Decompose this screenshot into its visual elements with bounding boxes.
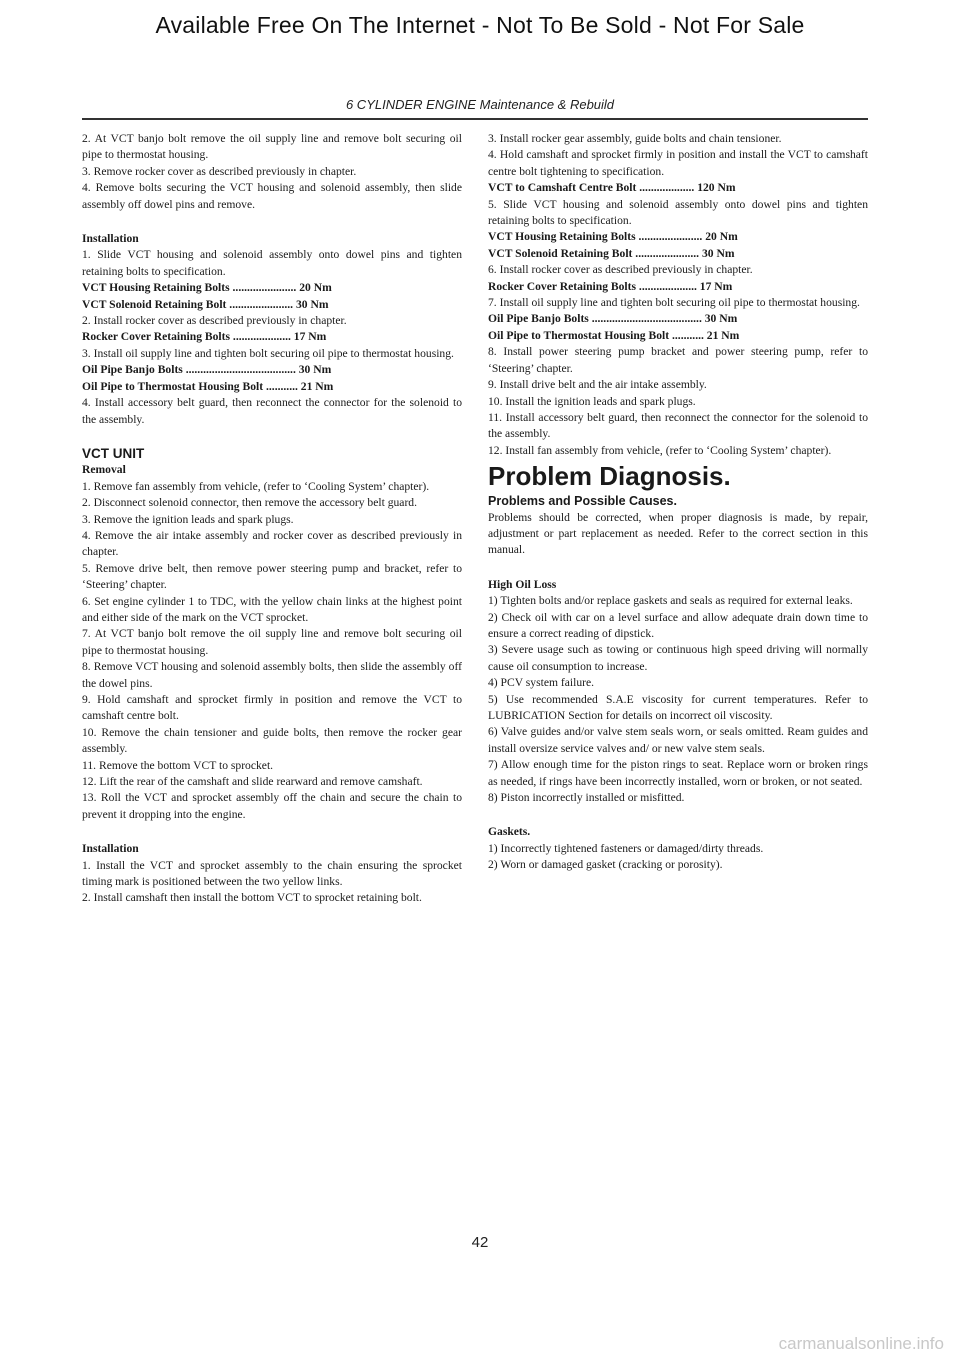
high-oil-loss-list — [488, 593, 868, 806]
step: 5. Slide VCT housing and solenoid assembly onto dowel pins and tighten retaining bolts to specification. — [488, 197, 868, 228]
installation-heading-2: Installation — [82, 842, 139, 856]
step: 1. Install the VCT and sprocket assembly to the chain ensuring the sprocket timing mark is positioned between the two yellow links. — [82, 858, 462, 889]
right-column — [488, 131, 868, 874]
torque-spec: Rocker Cover Retaining Bolts .................... 17 Nm — [488, 279, 733, 293]
torque-spec: VCT Housing Retaining Bolts ...................... 20 Nm — [488, 230, 738, 244]
step: 2. Install camshaft then install the bottom VCT to sprocket retaining bolt. — [82, 891, 422, 905]
step: 4. Hold camshaft and sprocket firmly in position and install the VCT to camshaft centre bolt tightening to specification. — [488, 148, 868, 178]
list-item: 4) PCV system failure. — [488, 676, 595, 690]
step: 10. Install the ignition leads and spark plugs. — [488, 394, 696, 408]
list-item: 7) Allow enough time for the piston rings to seat. Replace worn or broken rings as needed, if rings have been incorrectly installed, worn or broken, or not seated. — [488, 758, 868, 788]
step: 4. Remove bolts securing the VCT housing and solenoid assembly, then slide assembly off dowel pins and remove. — [82, 181, 462, 211]
step: 3. Remove the ignition leads and spark plugs. — [82, 512, 294, 526]
torque-spec: VCT to Camshaft Centre Bolt ................... 120 Nm — [488, 181, 736, 195]
torque-spec: Oil Pipe Banjo Bolts ...................................... 30 Nm — [82, 363, 332, 377]
step: 3. Remove rocker cover as described previously in chapter. — [82, 164, 357, 178]
step: 2. Install rocker cover as described previously in chapter. — [82, 314, 347, 328]
header-rule — [82, 118, 868, 120]
torque-spec: Oil Pipe Banjo Bolts ...................................... 30 Nm — [488, 312, 738, 326]
intro-steps — [82, 131, 462, 213]
torque-spec: VCT Solenoid Retaining Bolt ...................... 30 Nm — [488, 246, 735, 260]
list-item: 3) Severe usage such as towing or continuous high speed driving will normally cause oil consumption to increase. — [488, 643, 868, 673]
step: 9. Install drive belt and the air intake assembly. — [488, 378, 707, 392]
high-oil-loss-heading: High Oil Loss — [488, 577, 557, 591]
vct-unit-heading: VCT UNIT — [82, 445, 145, 461]
installation-steps-2 — [82, 858, 462, 907]
problems-heading: Problems and Possible Causes. — [488, 494, 677, 509]
installation-steps — [82, 247, 462, 427]
step: 10. Remove the chain tensioner and guide bolts, then remove the rocker gear assembly. — [82, 725, 462, 756]
running-head: 6 CYLINDER ENGINE Maintenance & Rebuild — [345, 97, 615, 112]
site-watermark: carmanualsonline.info — [778, 1334, 944, 1353]
torque-spec: Oil Pipe to Thermostat Housing Bolt ........... 21 Nm — [488, 328, 740, 342]
torque-spec: VCT Solenoid Retaining Bolt ...................... 30 Nm — [82, 297, 329, 311]
list-item: 8) Piston incorrectly installed or misfitted. — [488, 791, 685, 805]
list-item: 6) Valve guides and/or valve stem seals worn, or seals omitted. Ream guides and install oversize service valves and/ or new valve stem seals. — [488, 725, 868, 755]
step: 2. At VCT banjo bolt remove the oil supply line and remove bolt securing oil pipe to thermostat housing. — [82, 132, 462, 162]
page-number: 42 — [471, 1234, 489, 1251]
step: 12. Install fan assembly from vehicle, (refer to ‘Cooling System’ chapter). — [488, 443, 832, 457]
step: 8. Install power steering pump bracket and power steering pump, refer to ‘Steering’ chapter. — [488, 345, 868, 375]
step: 4. Install accessory belt guard, then reconnect the connector for the solenoid to the assembly. — [82, 396, 462, 426]
list-item: 1) Tighten bolts and/or replace gaskets and seals as required for external leaks. — [488, 594, 853, 608]
step: 7. At VCT banjo bolt remove the oil supply line and remove bolt securing oil pipe to thermostat housing. — [82, 627, 462, 657]
step: 1. Remove fan assembly from vehicle, (refer to ‘Cooling System’ chapter). — [82, 479, 430, 493]
step: 3. Install oil supply line and tighten bolt securing oil pipe to thermostat housing. — [82, 346, 454, 360]
step: 11. Install accessory belt guard, then reconnect the connector for the solenoid to the assembly. — [488, 410, 868, 441]
continued-steps — [488, 131, 868, 459]
step: 3. Install rocker gear assembly, guide bolts and chain tensioner. — [488, 132, 782, 145]
list-item: 5) Use recommended S.A.E viscosity for current temperatures. Refer to LUBRICATION Section for details on incorrect oil viscosity. — [488, 692, 868, 722]
list-item: 1) Incorrectly tightened fasteners or damaged/dirty threads. — [488, 841, 764, 855]
removal-heading: Removal — [82, 463, 126, 477]
free-distribution-banner: Available Free On The Internet - Not To Be Sold - Not For Sale — [155, 12, 805, 38]
step: 6. Set engine cylinder 1 to TDC, with the yellow chain links at the highest point and either side of the mark on the VCT sprocket. — [82, 594, 462, 624]
gaskets-list — [488, 841, 868, 874]
step: 7. Install oil supply line and tighten bolt securing oil pipe to thermostat housing. — [488, 296, 860, 310]
list-item: 2) Worn or damaged gasket (cracking or porosity). — [488, 858, 723, 872]
step: 8. Remove VCT housing and solenoid assembly bolts, then slide the assembly off the dowel pins. — [82, 660, 462, 690]
problem-diagnosis-title: Problem Diagnosis. — [488, 461, 731, 492]
torque-spec: Rocker Cover Retaining Bolts .................... 17 Nm — [82, 330, 327, 344]
step: 2. Disconnect solenoid connector, then remove the accessory belt guard. — [82, 496, 417, 510]
removal-steps — [82, 479, 462, 824]
list-item: 2) Check oil with car on a level surface and allow adequate drain down time to ensure a correct reading of dipstick. — [488, 610, 868, 640]
problems-intro: Problems should be corrected, when proper diagnosis is made, by repair, adjustment or part replacement as needed. Refer to the correct section in this manual. — [488, 510, 868, 557]
step: 5. Remove drive belt, then remove power steering pump and bracket, refer to ‘Steering’ chapter. — [82, 561, 462, 592]
installation-heading: Installation — [82, 232, 139, 246]
gaskets-heading: Gaskets. — [488, 825, 531, 839]
step: 11. Remove the bottom VCT to sprocket. — [82, 758, 274, 772]
step: 6. Install rocker cover as described previously in chapter. — [488, 263, 753, 277]
torque-spec: Oil Pipe to Thermostat Housing Bolt ........... 21 Nm — [82, 379, 334, 393]
step: 4. Remove the air intake assembly and rocker cover as described previously in chapter. — [82, 528, 462, 559]
step: 13. Roll the VCT and sprocket assembly off the chain and secure the chain to prevent it dropping into the engine. — [82, 791, 462, 821]
step: 9. Hold camshaft and sprocket firmly in position and remove the VCT to camshaft centre bolt. — [82, 693, 462, 723]
torque-spec: VCT Housing Retaining Bolts ...................... 20 Nm — [82, 281, 332, 295]
step: 1. Slide VCT housing and solenoid assembly onto dowel pins and tighten retaining bolts to specification. — [82, 248, 462, 278]
step: 12. Lift the rear of the camshaft and slide rearward and remove camshaft. — [82, 775, 423, 789]
left-column — [82, 131, 462, 907]
